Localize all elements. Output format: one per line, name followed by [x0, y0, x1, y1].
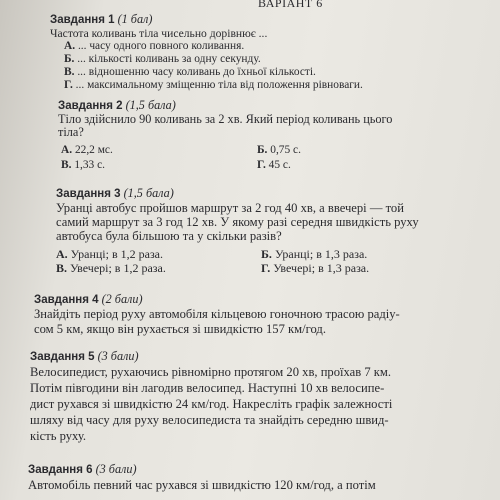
task-1-options: [50, 40, 500, 91]
task-2-points: (1,5 бала): [125, 98, 176, 112]
task-3-question: Уранці автобус пройшов маршрут за 2 год 40 хв, а ввечері — той самий маршрут за 3 год 12 хв. У якому разі середня швидкість руху автобуса була більшою та у скільки разів?: [56, 201, 419, 244]
task-2-option-a: А. 22,2 мс.: [61, 143, 113, 156]
task-2-option-d: Г. 45 с.: [257, 158, 291, 171]
task-1-option-c: В. ... відношенню часу коливань до їхньої кількості.: [64, 65, 316, 78]
task-3: [56, 186, 500, 275]
task-6-points: (3 бали): [95, 462, 137, 476]
task-2: [58, 98, 500, 171]
task-5-title: Завдання 5: [30, 351, 95, 363]
task-3-option-a: А. Уранці; в 1,2 раза.: [56, 246, 164, 261]
task-6-question: Автомобіль певний час рухався зі швидкістю 120 км/год, а потім: [28, 478, 376, 492]
task-5: [30, 349, 500, 444]
task-3-option-c: В. Увечері; в 1,2 раза.: [56, 261, 166, 276]
task-2-question: Тіло здійснило 90 коливань за 2 хв. Який період коливань цього тіла?: [58, 112, 393, 140]
task-1-option-b: Б. ... кількості коливань за одну секунду.: [64, 53, 261, 65]
task-1-option-a: А. ... часу одного повного коливання.: [64, 40, 245, 53]
task-3-option-d: Г. Увечері; в 1,3 раза.: [261, 261, 370, 276]
task-4-question: Знайдіть період руху автомобіля кільцевою гоночною трасою радіу- сом 5 км, якщо він рухається зі швидкістю 157 км/год.: [34, 307, 400, 337]
task-5-question: Велосипедист, рухаючись рівномірно протягом 20 хв, проїхав 7 км. Потім півгодини він лагодив велосипед. Наступні 10 хв велосипе- дист рухався зі швидкістю 24 км/год. Накресліть графік залежності шляху від часу для руху велосипедиста та знайдіть середню швид- кість руху.: [30, 365, 393, 443]
task-3-heading: [56, 186, 500, 201]
task-4-title: Завдання 4: [34, 294, 99, 306]
task-1: [50, 12, 500, 91]
task-1-title: Завдання 1: [50, 14, 115, 26]
task-2-option-c: В. 1,33 с.: [61, 158, 105, 171]
task-1-points: (1 бал): [117, 12, 153, 26]
task-3-title: Завдання 3: [56, 188, 121, 200]
task-4-points: (2 бали): [101, 292, 143, 306]
task-6-title: Завдання 6: [28, 464, 93, 476]
task-2-options: [58, 144, 500, 172]
task-2-option-b: Б. 0,75 с.: [257, 143, 301, 156]
task-2-heading: [58, 98, 500, 113]
task-4-heading: [34, 292, 500, 307]
task-1-option-d: Г. ... максимальному зміщенню тіла від положення рівноваги.: [64, 78, 363, 91]
task-1-heading: [50, 12, 500, 27]
variant-header: ВАРІАНТ 6: [258, 0, 323, 10]
task-3-options: [56, 248, 500, 276]
task-3-points: (1,5 бала): [123, 186, 174, 200]
task-2-title: Завдання 2: [58, 100, 123, 112]
task-1-question: Частота коливань тіла чисельно дорівнює ...: [50, 27, 268, 40]
task-6: [28, 462, 500, 493]
task-6-heading: [28, 462, 500, 477]
task-5-heading: [30, 349, 500, 364]
task-4: [34, 292, 500, 337]
task-3-option-b: Б. Уранці; в 1,3 раза.: [261, 246, 368, 261]
task-5-points: (3 бали): [97, 349, 139, 363]
